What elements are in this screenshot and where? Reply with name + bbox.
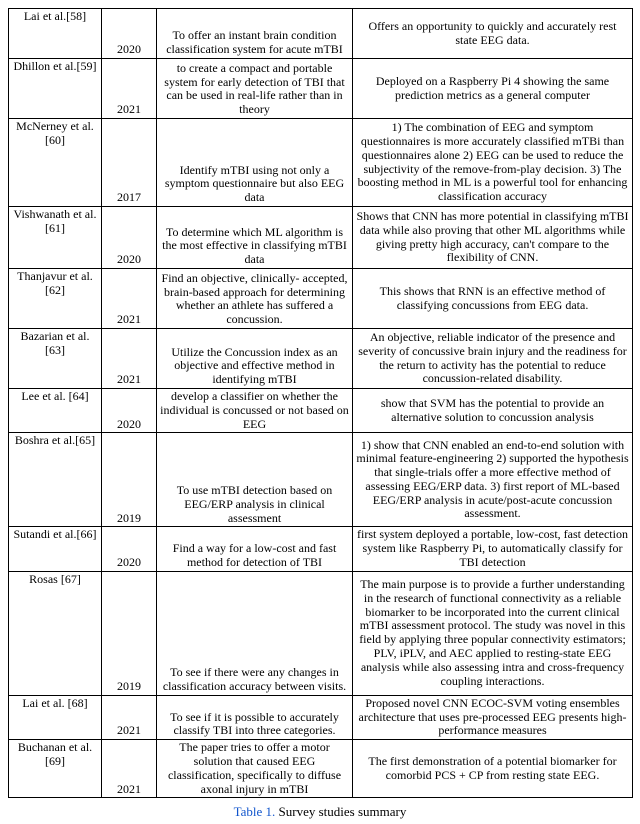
findings-cell: This shows that RNN is an effective method of classifying concussions from EEG data. bbox=[353, 269, 633, 329]
table-row bbox=[9, 527, 633, 571]
table-caption bbox=[8, 804, 632, 820]
author-cell: Thanjavur et al.[62] bbox=[9, 269, 102, 329]
objective-cell: Find an objective, clinically- accepted, brain-based approach for determining whether an athlete has suffered a concussion. bbox=[157, 269, 353, 329]
table-row bbox=[9, 433, 633, 527]
findings-cell: An objective, reliable indicator of the presence and severity of concussive brain injury and the readiness for the return to activity has the potential to reduce concussion-related disability. bbox=[353, 329, 633, 389]
objective-cell: To determine which ML algorithm is the most effective in classifying mTBI data bbox=[157, 207, 353, 269]
objective-cell: Utilize the Concussion index as an objective and effective method in identifying mTBI bbox=[157, 329, 353, 389]
year-cell: 2017 bbox=[102, 119, 157, 207]
findings-cell: Shows that CNN has more potential in classifying mTBI data while also proving that other ML algorithms while giving pretty high accuracy, can't compare to the flexibility of CNN. bbox=[353, 207, 633, 269]
findings-cell: The main purpose is to provide a further understanding in the research of functional connectivity as a reliable biomarker to be incorporated into the current clinical mTBI assessment protocol. The study was novel in this field by applying three popular connectivity estimators; PLV, iPLV, and AEC applied to resting-state EEG analysis while also assessing intra and cross-frequency coupling interactions. bbox=[353, 571, 633, 695]
objective-cell: To see if there were any changes in classification accuracy between visits. bbox=[157, 571, 353, 695]
author-cell: Vishwanath et al.[61] bbox=[9, 207, 102, 269]
table-row bbox=[9, 59, 633, 119]
year-cell: 2021 bbox=[102, 269, 157, 329]
author-cell: McNerney et al.[60] bbox=[9, 119, 102, 207]
findings-cell: Proposed novel CNN ECOC-SVM voting ensembles architecture that uses pre-processed EEG presents high-performance measures bbox=[353, 695, 633, 739]
table-caption-label: Table 1. bbox=[233, 804, 276, 820]
objective-cell: Find a way for a low-cost and fast method for detection of TBI bbox=[157, 527, 353, 571]
objective-cell: Identify mTBI using not only a symptom questionnaire but also EEG data bbox=[157, 119, 353, 207]
year-cell: 2020 bbox=[102, 389, 157, 433]
objective-cell: to create a compact and portable system for early detection of TBI that can be used in real-life rather than in theory bbox=[157, 59, 353, 119]
year-cell: 2021 bbox=[102, 740, 157, 798]
table-row bbox=[9, 695, 633, 739]
year-cell: 2019 bbox=[102, 571, 157, 695]
year-cell: 2020 bbox=[102, 207, 157, 269]
table-row bbox=[9, 269, 633, 329]
table-row bbox=[9, 571, 633, 695]
author-cell: Sutandi et al.[66] bbox=[9, 527, 102, 571]
author-cell: Lai et al.[58] bbox=[9, 9, 102, 59]
table-row bbox=[9, 207, 633, 269]
year-cell: 2020 bbox=[102, 527, 157, 571]
year-cell: 2021 bbox=[102, 695, 157, 739]
objective-cell: To see if it is possible to accurately classify TBI into three categories. bbox=[157, 695, 353, 739]
objective-cell: To offer an instant brain condition classification system for acute mTBI bbox=[157, 9, 353, 59]
year-cell: 2021 bbox=[102, 329, 157, 389]
year-cell: 2020 bbox=[102, 9, 157, 59]
author-cell: Dhillon et al.[59] bbox=[9, 59, 102, 119]
table-row bbox=[9, 9, 633, 59]
author-cell: Rosas [67] bbox=[9, 571, 102, 695]
author-cell: Lee et al. [64] bbox=[9, 389, 102, 433]
table-row bbox=[9, 119, 633, 207]
findings-cell: 1) The combination of EEG and symptom questionnaires is more accurately classified mTBi than questionnaires alone 2) EEG can be used to reduce the subjectivity of the remove-from-play decision. 3) The boosting method in ML is a powerful tool for enhancing classification accuracy bbox=[353, 119, 633, 207]
findings-cell: first system deployed a portable, low-cost, fast detection system like Raspberry Pi, to automatically classify for TBI detection bbox=[353, 527, 633, 571]
objective-cell: develop a classifier on whether the individual is concussed or not based on EEG bbox=[157, 389, 353, 433]
objective-cell: To use mTBI detection based on EEG/ERP analysis in clinical assessment bbox=[157, 433, 353, 527]
objective-cell: The paper tries to offer a motor solution that caused EEG classification, specifically to diffuse axonal injury in mTBI bbox=[157, 740, 353, 798]
survey-studies-table bbox=[8, 8, 633, 798]
findings-cell: 1) show that CNN enabled an end-to-end solution with minimal feature-engineering 2) supported the hypothesis that single-trials offer a more effective method of assessing EEG/ERP data. 3) first report of ML-based EEG/ERP analysis in acute/post-acute concussion assessment. bbox=[353, 433, 633, 527]
findings-cell: Deployed on a Raspberry Pi 4 showing the same prediction metrics as a general computer bbox=[353, 59, 633, 119]
table-row bbox=[9, 389, 633, 433]
author-cell: Lai et al. [68] bbox=[9, 695, 102, 739]
findings-cell: The first demonstration of a potential biomarker for comorbid PCS + CP from resting state EEG. bbox=[353, 740, 633, 798]
table-row bbox=[9, 740, 633, 798]
author-cell: Boshra et al.[65] bbox=[9, 433, 102, 527]
author-cell: Buchanan et al.[69] bbox=[9, 740, 102, 798]
table-caption-text: Survey studies summary bbox=[278, 804, 407, 820]
table-row bbox=[9, 329, 633, 389]
findings-cell: show that SVM has the potential to provide an alternative solution to concussion analysis bbox=[353, 389, 633, 433]
author-cell: Bazarian et al.[63] bbox=[9, 329, 102, 389]
findings-cell: Offers an opportunity to quickly and accurately rest state EEG data. bbox=[353, 9, 633, 59]
year-cell: 2019 bbox=[102, 433, 157, 527]
year-cell: 2021 bbox=[102, 59, 157, 119]
